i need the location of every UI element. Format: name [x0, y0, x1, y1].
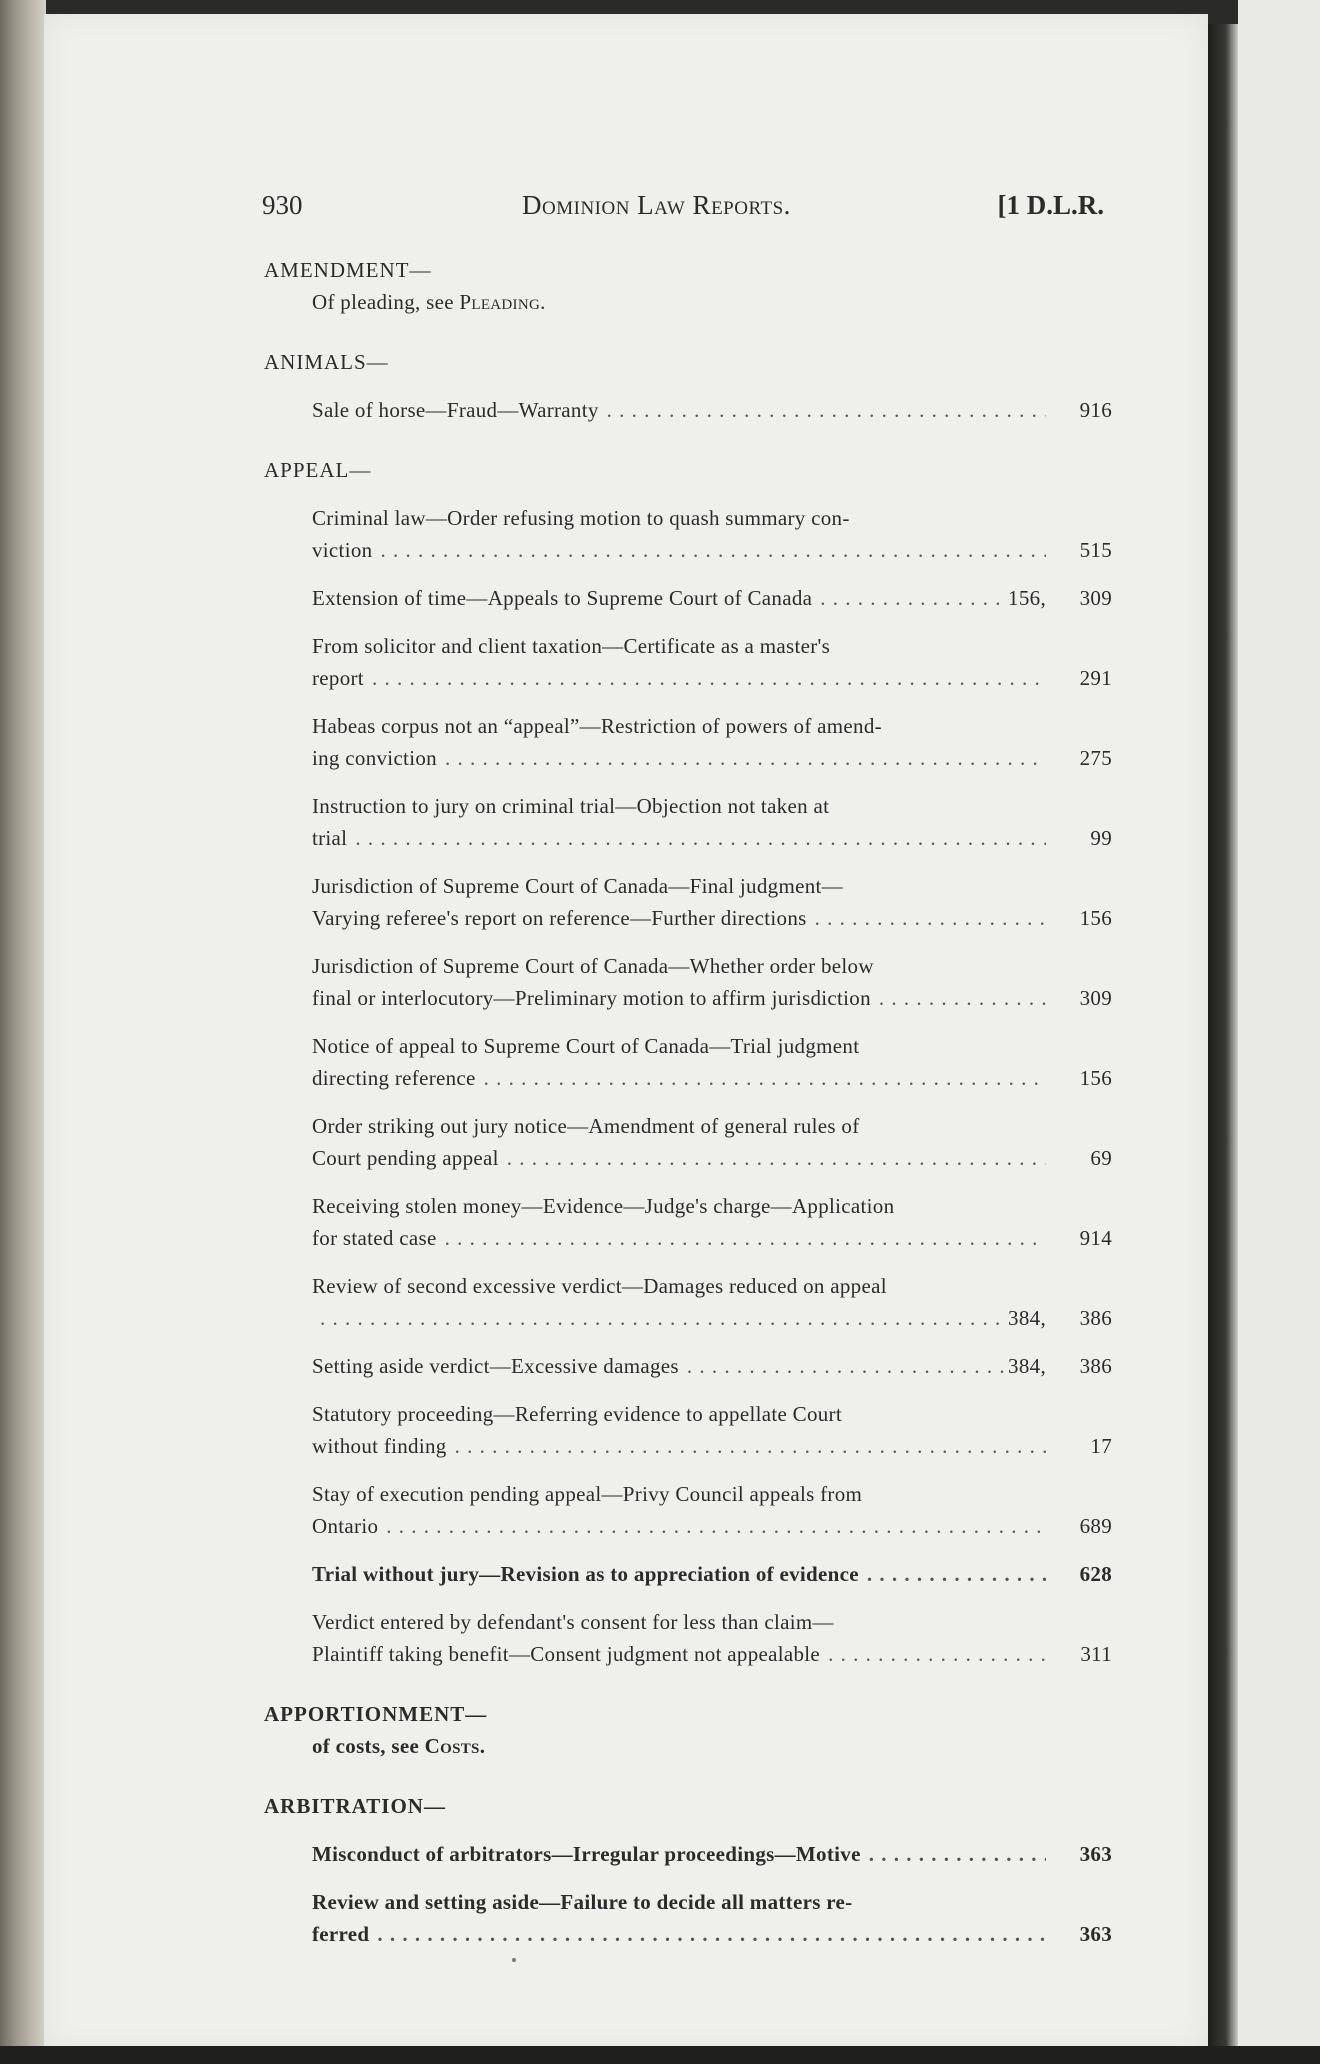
page-reference: 914 — [1079, 1226, 1112, 1250]
dot-leader — [377, 1918, 1046, 1950]
entry-line: Misconduct of arbitrators—Irregular proceedings—Motive — [312, 1842, 861, 1866]
entry-last-line — [312, 1062, 1112, 1094]
entry-last-line — [312, 1222, 1112, 1254]
page-reference: 69 — [1090, 1146, 1112, 1170]
volume-reference: [1 D.L.R. — [997, 190, 1104, 220]
page-reference: 17 — [1090, 1434, 1112, 1458]
entry-line: Review and setting aside—Failure to decide all matters re- — [312, 1890, 853, 1914]
running-header — [262, 190, 1104, 230]
entry-line: Notice of appeal to Supreme Court of Canada—Trial judgment — [312, 1034, 860, 1058]
entry-last-line — [312, 902, 1112, 934]
entry-line: Order striking out jury notice—Amendment of general rules of — [312, 1114, 860, 1138]
index-entry — [264, 790, 1112, 854]
index-entry — [264, 1350, 1112, 1382]
page-reference: 99 — [1090, 826, 1112, 850]
entry-last-line — [312, 822, 1112, 854]
dot-leader — [445, 742, 1046, 774]
page-reference: 309 — [1079, 986, 1112, 1010]
page-reference: 156 — [1079, 906, 1112, 930]
entry-last-line — [312, 1638, 1112, 1670]
page-reference: 275 — [1079, 746, 1112, 770]
section-heading: ANIMALS— — [264, 350, 389, 374]
index-entry — [264, 950, 1112, 1014]
entry-line: trial — [312, 826, 348, 850]
scan-left-edge — [0, 0, 46, 2064]
dot-leader — [507, 1142, 1046, 1174]
index-entry — [264, 1478, 1112, 1542]
dot-leader — [867, 1558, 1046, 1590]
page-reference: 363 — [1079, 1922, 1112, 1946]
dot-leader — [869, 1838, 1046, 1870]
entry-line: viction — [312, 538, 373, 562]
index-entry — [264, 394, 1112, 426]
index-entry — [264, 1110, 1112, 1174]
dot-leader — [455, 1430, 1046, 1462]
section-heading: APPEAL— — [264, 458, 372, 482]
page-reference: 628 — [1079, 1562, 1112, 1586]
section-heading: AMENDMENT— — [264, 258, 432, 282]
page-reference: 515 — [1079, 538, 1112, 562]
page-reference: 311 — [1080, 1642, 1112, 1666]
page-reference: 291 — [1079, 666, 1112, 690]
index-entry — [264, 710, 1112, 774]
dot-leader — [815, 902, 1046, 934]
dot-leader — [607, 394, 1046, 426]
entry-last-line — [312, 534, 1112, 566]
dot-leader — [355, 822, 1046, 854]
index-content — [264, 254, 1112, 1978]
index-entry — [264, 502, 1112, 566]
index-section — [264, 454, 1112, 1670]
index-entry — [264, 870, 1112, 934]
index-entry — [264, 1190, 1112, 1254]
entry-line: Verdict entered by defendant's consent for less than claim— — [312, 1610, 834, 1634]
page-reference: 309 — [1079, 586, 1112, 610]
entry-line: Plaintiff taking benefit—Consent judgment not appealable — [312, 1642, 821, 1666]
entry-line: Instruction to jury on criminal trial—Objection not taken at — [312, 794, 830, 818]
entry-last-line — [312, 1918, 1112, 1950]
facing-page-edge — [1238, 0, 1320, 2064]
index-section — [264, 1698, 1112, 1762]
entry-last-line — [312, 662, 1112, 694]
entry-last-line — [312, 1838, 1112, 1870]
entry-line: Receiving stolen money—Evidence—Judge's charge—Application — [312, 1194, 895, 1218]
entry-last-line — [312, 742, 1112, 774]
entry-line: Ontario — [312, 1514, 379, 1538]
dot-leader — [879, 982, 1046, 1014]
entry-line: without finding — [312, 1434, 447, 1458]
inline-page-ref: 156, — [1008, 586, 1046, 610]
entry-line: ferred — [312, 1922, 370, 1946]
dot-leader — [320, 1302, 1004, 1334]
entry-line: Court pending appeal — [312, 1146, 499, 1170]
dot-leader — [484, 1062, 1046, 1094]
entry-line: Criminal law—Order refusing motion to quash summary con- — [312, 506, 850, 530]
entry-last-line — [312, 1430, 1112, 1462]
section-heading: ARBITRATION— — [264, 1794, 446, 1818]
cross-reference-text: Of pleading, see — [312, 290, 460, 314]
index-entry — [264, 1886, 1112, 1950]
entry-last-line — [312, 1510, 1112, 1542]
entry-line: directing reference — [312, 1066, 476, 1090]
entry-last-line — [312, 1302, 1112, 1334]
entry-line: Varying referee's report on reference—Further directions — [312, 906, 807, 930]
index-entry — [264, 1606, 1112, 1670]
page-reference: 386 — [1079, 1354, 1112, 1378]
page-number: 930 — [262, 190, 303, 220]
inline-page-ref: 384, — [1008, 1306, 1046, 1330]
entry-last-line — [312, 1350, 1112, 1382]
entry-line: Extension of time—Appeals to Supreme Court of Canada — [312, 586, 813, 610]
ink-speck — [512, 1958, 516, 1962]
entry-line: Setting aside verdict—Excessive damages — [312, 1354, 679, 1378]
index-entry — [264, 1398, 1112, 1462]
entry-line: Stay of execution pending appeal—Privy Council appeals from — [312, 1482, 863, 1506]
entry-line: Sale of horse—Fraud—Warranty — [312, 398, 599, 422]
entry-last-line — [312, 982, 1112, 1014]
entry-last-line — [312, 1142, 1112, 1174]
cross-reference-target: Pleading. — [459, 290, 546, 314]
index-section — [264, 346, 1112, 426]
index-entry — [264, 1838, 1112, 1870]
page-reference: 363 — [1079, 1842, 1112, 1866]
entry-line: final or interlocutory—Preliminary motion to affirm jurisdiction — [312, 986, 871, 1010]
index-section — [264, 1790, 1112, 1950]
index-entry — [264, 1030, 1112, 1094]
inline-page-ref: 384, — [1008, 1354, 1046, 1378]
index-section — [264, 254, 1112, 318]
index-entry — [264, 630, 1112, 694]
cross-reference — [264, 1730, 1112, 1762]
entry-line: ing conviction — [312, 746, 437, 770]
dot-leader — [687, 1350, 1004, 1382]
running-title: Dominion Law Reports. — [522, 190, 791, 220]
entry-line: for stated case — [312, 1226, 437, 1250]
page-reference: 156 — [1079, 1066, 1112, 1090]
entry-line: report — [312, 666, 364, 690]
page-reference: 689 — [1079, 1514, 1112, 1538]
entry-last-line — [312, 1558, 1112, 1590]
cross-reference-text: of costs, see — [312, 1734, 425, 1758]
entry-line: Jurisdiction of Supreme Court of Canada—Whether order below — [312, 954, 874, 978]
index-entry — [264, 1558, 1112, 1590]
entry-line: From solicitor and client taxation—Certificate as a master's — [312, 634, 831, 658]
section-heading: APPORTIONMENT— — [264, 1702, 488, 1726]
dot-leader — [820, 582, 1004, 614]
index-entry — [264, 582, 1112, 614]
entry-line: Habeas corpus not an “appeal”—Restriction of powers of amend- — [312, 714, 882, 738]
entry-line: Jurisdiction of Supreme Court of Canada—Final judgment— — [312, 874, 843, 898]
cross-reference-target: Costs. — [424, 1734, 486, 1758]
book-gutter — [1208, 24, 1238, 2064]
dot-leader — [445, 1222, 1046, 1254]
entry-line: Trial without jury—Revision as to appreciation of evidence — [312, 1562, 859, 1586]
cross-reference — [264, 286, 1112, 318]
entry-line: Review of second excessive verdict—Damages reduced on appeal — [312, 1274, 887, 1298]
index-entry — [264, 1270, 1112, 1334]
entry-last-line — [312, 582, 1112, 614]
dot-leader — [372, 662, 1046, 694]
page-reference: 916 — [1079, 398, 1112, 422]
dot-leader — [380, 534, 1046, 566]
dot-leader — [828, 1638, 1046, 1670]
entry-line: Statutory proceeding—Referring evidence to appellate Court — [312, 1402, 842, 1426]
page-reference: 386 — [1079, 1306, 1112, 1330]
scan-bottom-edge — [0, 2046, 1320, 2064]
dot-leader — [386, 1510, 1046, 1542]
entry-last-line — [312, 394, 1112, 426]
